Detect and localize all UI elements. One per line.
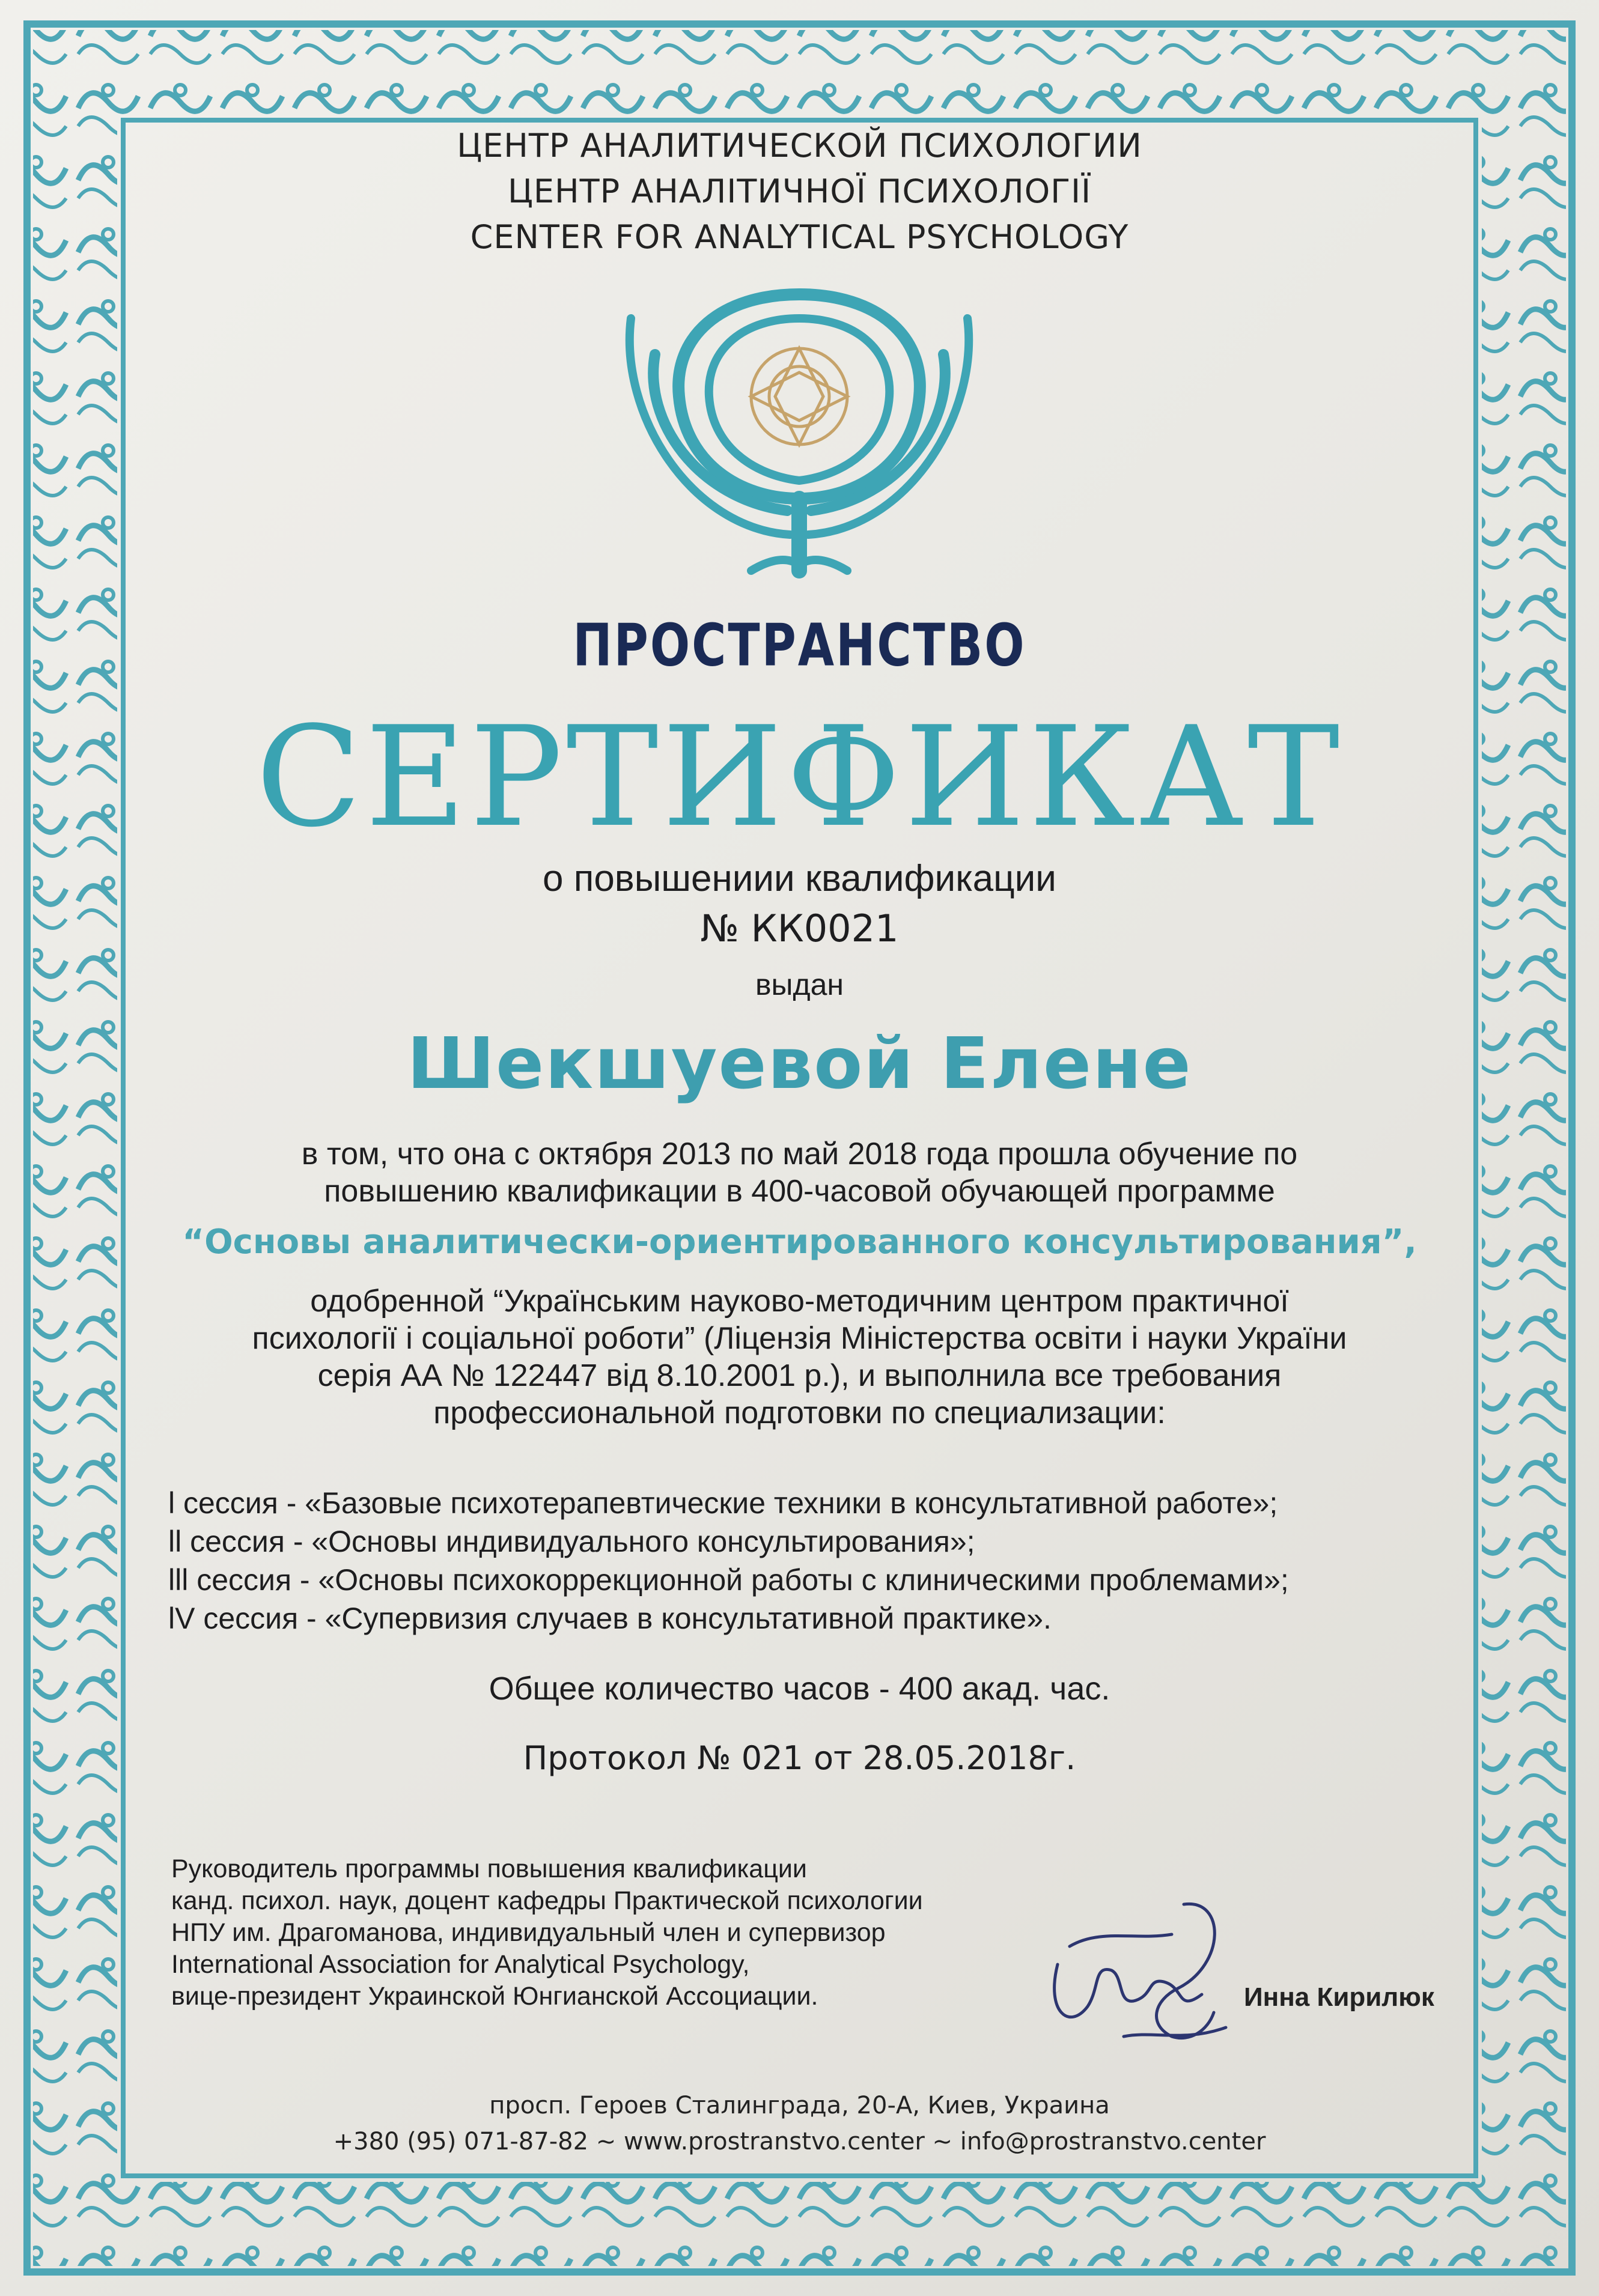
tree-mandala-logo-icon <box>619 282 979 583</box>
organization-names <box>0 123 1599 260</box>
certificate-subtitle: о повышениии квалификации <box>543 858 1056 899</box>
brand-logotype: ПРОСТРАНСТВО <box>573 612 1026 680</box>
total-hours: Общее количество часов - 400 акад. час. <box>489 1671 1110 1707</box>
protocol-number: Протокол № 021 от 28.05.2018г. <box>523 1739 1076 1777</box>
training-statement <box>0 1135 1599 1210</box>
issued-label: выдан <box>755 968 844 1001</box>
signer-name: Инна Кирилюк <box>1244 1982 1434 2012</box>
credential-line: НПУ им. Драгоманова, индивидуальный член и супервизор <box>171 1918 886 1947</box>
statement-line: в том, что она с октября 2013 по май 2018 года прошла обучение по <box>301 1137 1298 1171</box>
org-name-en: CENTER FOR ANALYTICAL PSYCHOLOGY <box>470 218 1129 256</box>
statement-line: повышению квалификации в 400-часовой обучающей программе <box>324 1174 1275 1209</box>
session-item: ll сессия - «Основы индивидуального консультирования»; <box>168 1525 975 1558</box>
org-name-ru: ЦЕНТР АНАЛИТИЧЕСКОЙ ПСИХОЛОГИИ <box>457 127 1142 165</box>
approval-line: серія АА № 122447 від 8.10.2001 р.), и выполнила все требования <box>317 1358 1282 1393</box>
org-name-uk: ЦЕНТР АНАЛІТИЧНОЇ ПСИХОЛОГІЇ <box>507 172 1092 210</box>
credential-line: International Association for Analytical Psychology, <box>171 1950 750 1979</box>
approval-line: одобренной “Українським науково-методичним центром практичної <box>310 1284 1289 1319</box>
session-item: l сессия - «Базовые психотерапевтические техники в консультативной работе»; <box>168 1486 1278 1520</box>
program-title: “Основы аналитически-ориентированного консультирования”, <box>182 1222 1417 1262</box>
approval-statement <box>0 1283 1599 1432</box>
footer-address: просп. Героев Сталинграда, 20-А, Киев, Украина <box>489 2092 1110 2119</box>
recipient-name: Шекшуевой Елене <box>407 1022 1192 1105</box>
credential-line: Руководитель программы повышения квалификации <box>171 1854 807 1883</box>
certificate-number: № КК0021 <box>700 907 899 950</box>
session-list <box>168 1484 1289 1638</box>
approval-line: профессиональной подготовки по специализации: <box>433 1396 1166 1430</box>
program-leader-credentials <box>171 1853 923 2012</box>
credential-line: вице-президент Украинской Юнгианской Ассоциации. <box>171 1982 818 2011</box>
footer-contacts <box>0 2088 1599 2160</box>
handwritten-signature <box>1034 1892 1232 2048</box>
session-item: lll сессия - «Основы психокоррекционной работы с клиническими проблемами»; <box>168 1563 1289 1597</box>
credential-line: канд. психол. наук, доцент кафедры Практической психологии <box>171 1886 923 1915</box>
footer-contact-line: +380 (95) 071-87-82 ~ www.prostranstvo.center ~ info@prostranstvo.center <box>333 2128 1266 2155</box>
certificate-title: СЕРТИФИКАТ <box>255 697 1344 858</box>
approval-line: психології і соціальної роботи” (Ліцензія Міністерства освіти і науки України <box>252 1321 1347 1356</box>
session-item: lV сессия - «Супервизия случаев в консультативной практике». <box>168 1602 1052 1635</box>
